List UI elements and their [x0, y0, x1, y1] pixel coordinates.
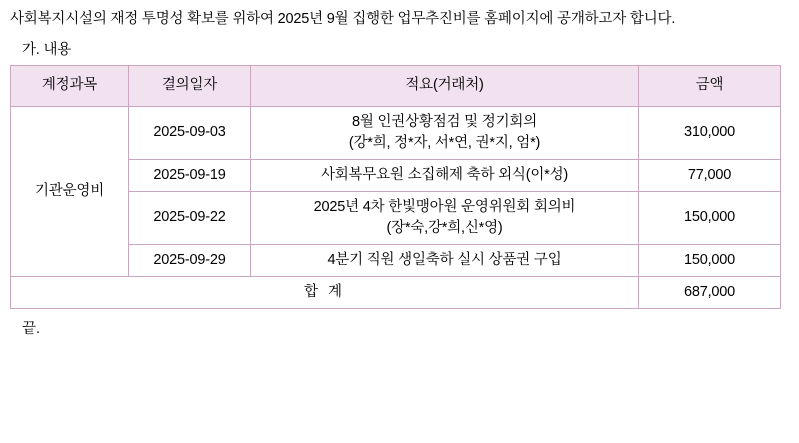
cell-date: 2025-09-29	[129, 245, 251, 277]
cell-account: 기관운영비	[11, 106, 129, 276]
cell-total-amount: 687,000	[639, 277, 781, 309]
column-header-date: 결의일자	[129, 65, 251, 106]
description-line: 2025년 4차 한빛맹아원 운영위원회 회의비	[313, 198, 576, 215]
cell-description	[251, 191, 639, 244]
table-row	[11, 106, 781, 159]
table-header-row	[11, 65, 781, 106]
expense-table	[10, 65, 781, 309]
column-header-description: 적요(거래처)	[251, 65, 639, 106]
cell-date: 2025-09-19	[129, 159, 251, 191]
closing-text: 끝.	[22, 321, 41, 338]
table-total-row	[11, 277, 781, 309]
table-body	[11, 106, 781, 308]
table-header	[11, 65, 781, 106]
description-line: (강*희, 정*자, 서*연, 권*지, 엄*)	[348, 134, 541, 151]
cell-amount: 150,000	[639, 245, 781, 277]
cell-description	[251, 159, 639, 191]
cell-date: 2025-09-22	[129, 191, 251, 244]
cell-date: 2025-09-03	[129, 106, 251, 159]
cell-amount: 77,000	[639, 159, 781, 191]
section-label: 가. 내용	[22, 41, 72, 58]
column-header-amount: 금액	[639, 65, 781, 106]
cell-description	[251, 245, 639, 277]
description-line: 8월 인권상황점검 및 정기회의	[351, 113, 538, 130]
cell-description	[251, 106, 639, 159]
cell-amount: 150,000	[639, 191, 781, 244]
column-header-account: 계정과목	[11, 65, 129, 106]
intro-paragraph: 사회복지시설의 재정 투명성 확보를 위하여 2025년 9월 집행한 업무추진비를 홈페이지에 공개하고자 합니다.	[10, 11, 676, 27]
cell-total-label: 합 계	[11, 277, 639, 309]
description-line: 4분기 직원 생일축하 실시 상품권 구입	[327, 252, 562, 268]
cell-amount: 310,000	[639, 106, 781, 159]
description-line: (장*숙,강*희,신*영)	[386, 219, 503, 236]
description-line: 사회복무요원 소집해제 축하 외식(이*성)	[320, 166, 569, 183]
